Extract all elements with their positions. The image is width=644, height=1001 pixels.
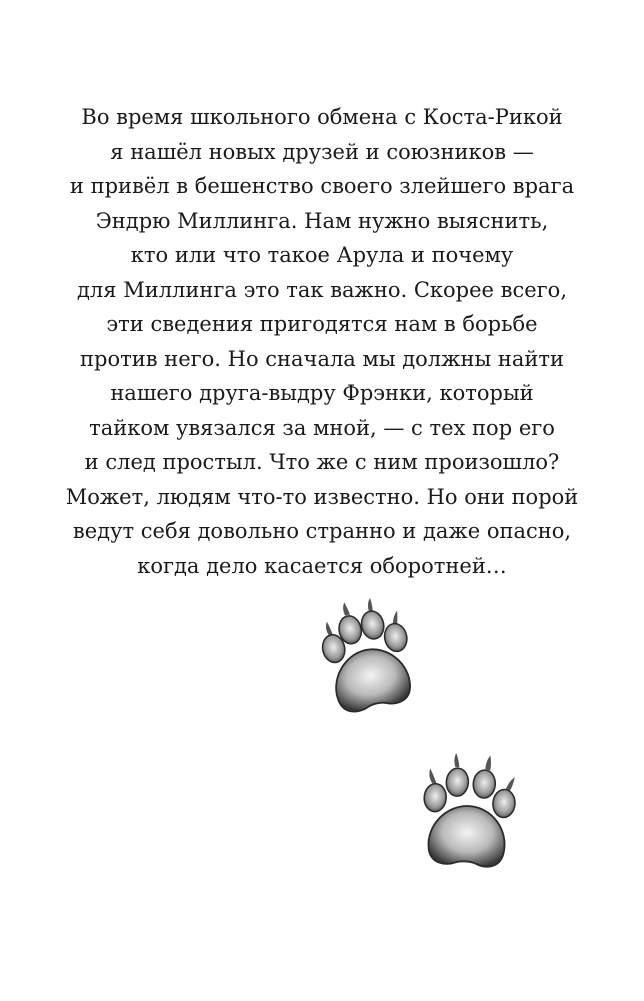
blurb-line: Эндрю Миллинга. Нам нужно выяснить,: [95, 208, 549, 233]
blurb-line: я нашёл новых друзей и союзников —: [110, 139, 534, 164]
blurb-line: эти сведения пригодятся нам в борьбе: [106, 312, 538, 336]
blurb-line: и привёл в бешенство своего злейшего врага: [69, 174, 575, 198]
blurb-line: кто или что такое Арула и почему: [130, 243, 514, 267]
blurb-line: когда дело касается оборотней…: [137, 553, 507, 578]
blurb-line: против него. Но сначала мы должны найти: [80, 346, 564, 371]
blurb-text: [40, 100, 604, 583]
paw-print-icon: [412, 752, 524, 880]
blurb-line: и след простыл. Что же с ним произошло?: [84, 450, 560, 474]
blurb-line: ведут себя довольно странно и даже опасно,: [72, 519, 572, 543]
paw-print-icon: [312, 598, 422, 724]
blurb-line: Может, людям что-то известно. Но они порой: [65, 484, 579, 509]
blurb-line: нашего друга-выдру Фрэнки, который: [110, 381, 534, 405]
blurb-line: тайком увязался за мной, — с тех пор его: [89, 415, 555, 440]
blurb-line: для Миллинга это так важно. Скорее всего,: [77, 277, 567, 302]
blurb-line: Во время школьного обмена с Коста-Рикой: [81, 105, 563, 129]
